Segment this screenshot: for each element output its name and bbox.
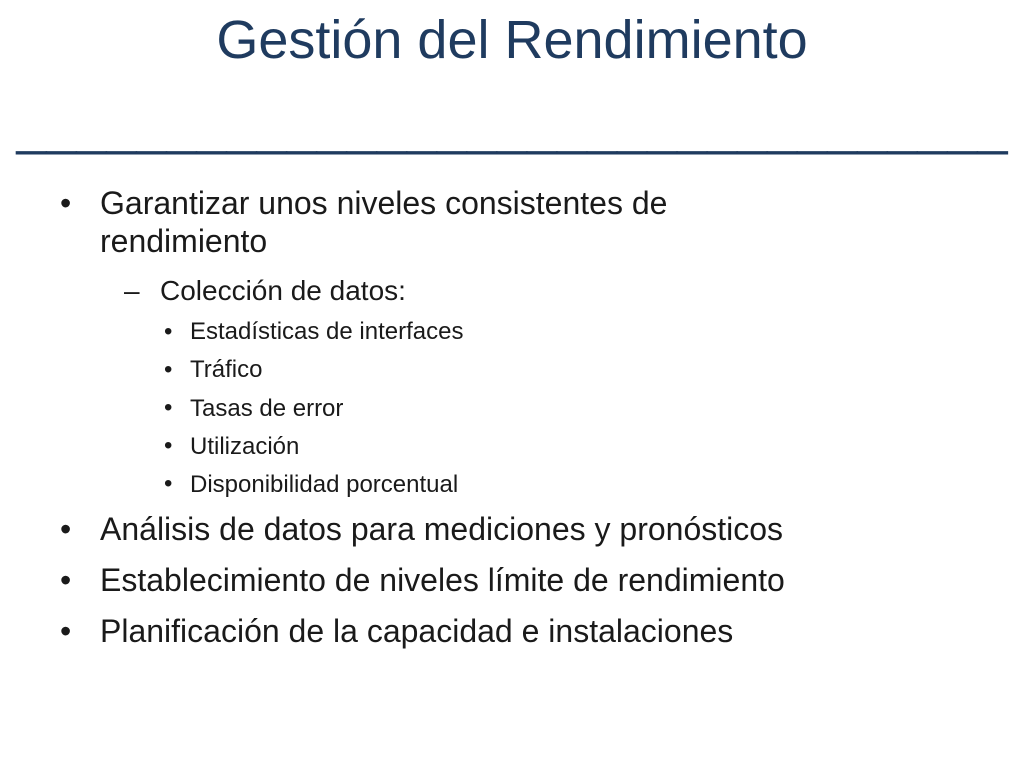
bullet-marker-2: • bbox=[60, 511, 72, 547]
sub-sub-item-tasas bbox=[190, 393, 343, 424]
bullet-marker-l3-2: • bbox=[164, 356, 173, 383]
bullet-marker-1: • bbox=[60, 185, 72, 221]
bullet-item-analisis-text: Análisis de datos para mediciones y pronósticos bbox=[100, 511, 784, 547]
sub-sub-item-trafico: Tráfico bbox=[190, 356, 263, 383]
bullet-marker-l3-1: • bbox=[164, 318, 173, 345]
bullet-marker-l3-4: • bbox=[164, 432, 173, 459]
bullet-item-establecimiento-text: Establecimiento de niveles límite de rendimiento bbox=[100, 562, 785, 598]
sub-item-colection-text: Colección de datos: bbox=[160, 275, 406, 306]
sub-sub-item-utilizacion-text: Utilización bbox=[190, 433, 300, 460]
sub-sub-item-tasas-text: Tasas de error bbox=[190, 395, 344, 422]
bullet-item-1-line-2: rendimiento bbox=[100, 223, 268, 259]
sub-sub-item-utilizacion bbox=[190, 431, 299, 462]
dash-marker-1: – bbox=[124, 275, 140, 306]
bullet-marker-4: • bbox=[60, 613, 72, 649]
bullet-item-1-line-1: Garantizar unos niveles consistentes de bbox=[100, 185, 668, 221]
bullet-item-planificacion bbox=[100, 612, 733, 650]
sub-sub-item-disponibilidad-text: Disponibilidad porcentual bbox=[190, 471, 459, 498]
bullet-marker-3: • bbox=[60, 562, 72, 598]
slide-title: Gestión del Rendimiento bbox=[216, 10, 808, 70]
title-underline: _________________________________ bbox=[16, 96, 1008, 156]
sub-sub-item-estadisticas: Estadísticas de interfaces bbox=[190, 318, 464, 345]
bullet-marker-l3-3: • bbox=[164, 394, 173, 421]
bullet-marker-l3-5: • bbox=[164, 470, 173, 497]
bullet-item-establecimiento bbox=[100, 561, 785, 599]
sub-item-colection bbox=[160, 274, 406, 308]
bullet-item-analisis bbox=[100, 510, 783, 548]
bullet-item-planificacion-text: Planificación de la capacidad e instalaciones bbox=[100, 613, 734, 649]
sub-sub-item-disponibilidad bbox=[190, 469, 458, 500]
